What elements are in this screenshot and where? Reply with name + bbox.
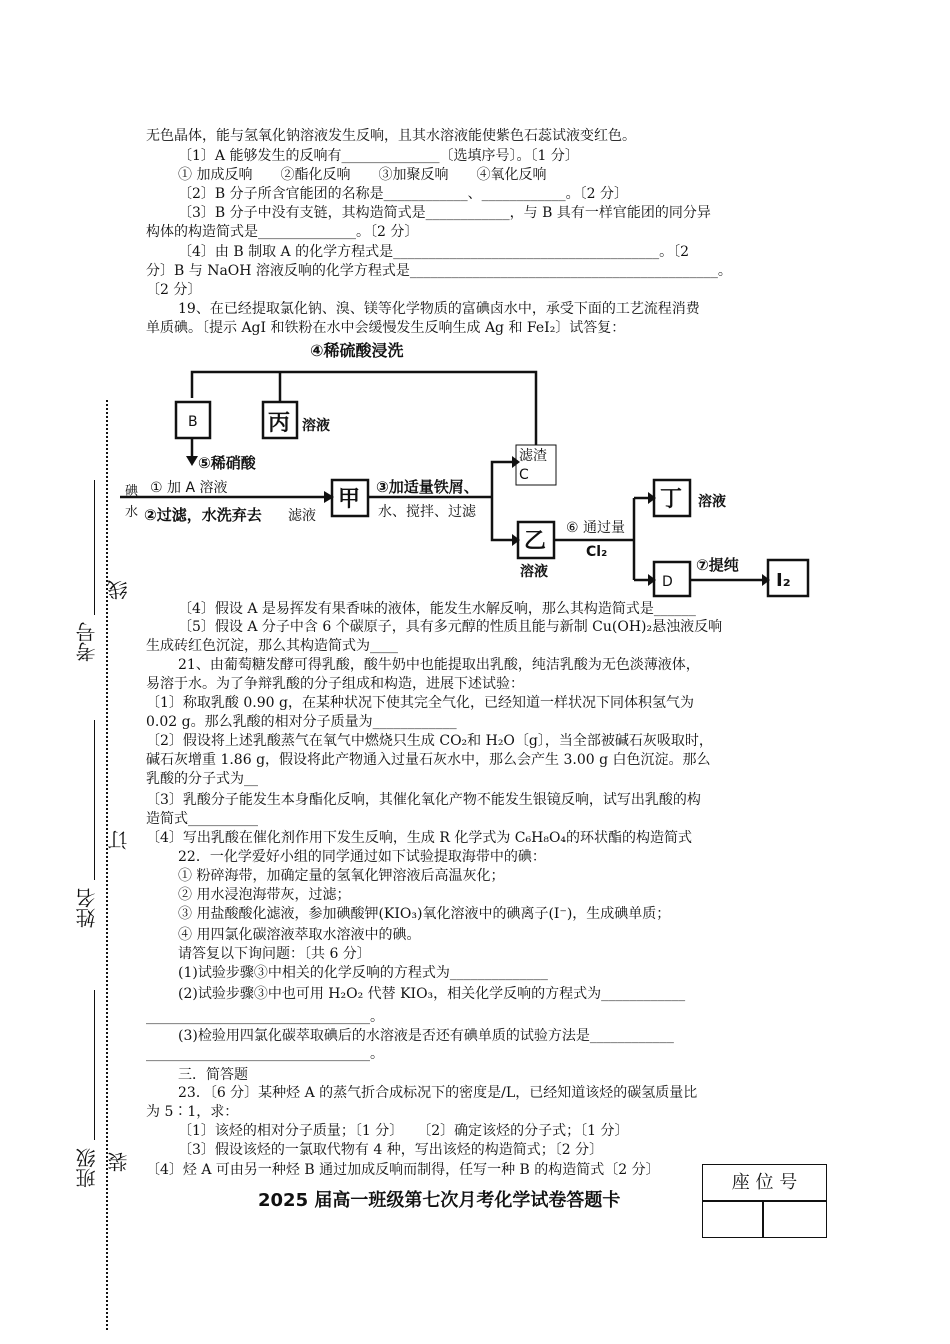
text-line: 请答复以下询问题：〔共 6 分〕 [178, 946, 371, 962]
label-residue: 滤渣 [519, 448, 547, 464]
label-step2: ②过滤，水洗弃去 [144, 506, 262, 524]
text-line: ② 用水浸泡海带灰，过滤； [178, 887, 351, 903]
label-step3a: ③加适量铁屑、 [376, 478, 479, 496]
label-step6: ⑥ 通过量 [566, 520, 626, 536]
text-line: ① 粉碎海带，加确定量的氢氧化钾溶液后高温灰化； [178, 868, 505, 884]
seat-box-left[interactable] [702, 1200, 764, 1238]
xingming-blank [94, 720, 95, 880]
label-step3b: 水、搅拌、过滤 [378, 504, 476, 520]
label-zhuang: 装 [107, 1152, 131, 1172]
text-line: 〔3〕B 分子中没有支链，其构造简式是____________，与 B 具有一样官能团的同分异 [178, 205, 711, 221]
label-filtrate: 滤液 [288, 508, 316, 524]
banji-blank [94, 990, 95, 1140]
label-step7: ⑦提纯 [696, 556, 739, 574]
text-line: 〔1〕A 能够发生的反响有______________〔选填序号〕。〔1 分〕 [178, 148, 579, 164]
text-line: 〔1〕该烃的相对分子质量；〔1 分〕 〔2〕确定该烃的分子式；〔1 分〕 [178, 1123, 629, 1139]
label-cl2: Cl₂ [586, 544, 608, 560]
text-line: (3)检验用四氯化碳萃取碘后的水溶液是否还有碘单质的试验方法是____________ [178, 1028, 674, 1044]
label-ding-sol: 溶液 [698, 494, 726, 510]
text-line: 生成砖红色沉淀，那么其构造简式为____ [146, 638, 398, 654]
seat-number-label: 座 位 号 [702, 1164, 827, 1202]
label-ding-side: 订 [107, 830, 131, 850]
text-line: 0.02 g。那么乳酸的相对分子质量为____________ [146, 714, 457, 730]
text-line: (1)试验步骤③中相关的化学反响的方程式为______________ [178, 965, 548, 981]
text-line: 〔2〕假设将上述乳酸蒸气在氧气中燃烧只生成 CO₂和 H₂O〔g〕，当全部被碱石灰吸取时， [146, 733, 713, 749]
label-bing: 丙 [268, 411, 291, 436]
text-line: 碱石灰增重 1.86 g，假设将此产物通入过量石灰水中，那么会产生 3.00 g 白色沉淀。那么 [146, 752, 711, 768]
label-jia: 甲 [338, 487, 361, 512]
text-line: 为 5∶1，求： [146, 1104, 239, 1120]
label-B: B [188, 414, 198, 430]
text-line: ________________________________。 [146, 1009, 384, 1025]
seat-box-right[interactable] [762, 1200, 827, 1238]
text-line: 23．〔6 分〕某种烃 A 的蒸气折合成标况下的密度是/L，已经知道该烃的碳氢质量比 [178, 1085, 698, 1101]
text-line: 22．一化学爱好小组的同学通过如下试验提取海带中的碘： [178, 849, 546, 865]
label-I2: I₂ [776, 570, 791, 591]
label-step4: ④稀硫酸浸洗 [310, 341, 404, 360]
text-line: 〔4〕由 B 制取 A 的化学方程式是______________________________________。〔2 [178, 244, 690, 260]
label-D: D [662, 574, 673, 590]
label-bing-sol: 溶液 [302, 418, 330, 434]
arrow-to-residue [492, 462, 514, 497]
arrowhead-b [186, 456, 198, 466]
text-line: 〔4〕写出乳酸在催化剂作用下发生反响，生成 R 化学式为 C₆H₈O₄的环状酯的构造简式 [146, 830, 693, 846]
text-line: 三．简答题 [178, 1067, 248, 1083]
text-line: ③ 用盐酸酸化滤液，参加碘酸钾(KIO₃)氧化溶液中的碘离子(I⁻)，生成碘单质； [178, 906, 671, 922]
text-line: 〔3〕乳酸分子能发生本身酯化反响，其催化氧化产物不能发生银镜反响，试写出乳酸的构 [146, 792, 701, 808]
text-line: 〔4〕假设 A 是易挥发有果香味的液体，能发生水解反响，那么其构造简式是______ [178, 601, 696, 617]
text-line: 造简式__________ [146, 811, 258, 827]
label-banji: 班级 [75, 1148, 99, 1188]
label-xian: 线 [107, 580, 131, 600]
text-line: 无色晶体，能与氢氧化钠溶液发生反响，且其水溶液能使紫色石蕊试液变红色。 [146, 128, 636, 144]
text-line: (2)试验步骤③中也可用 H₂O₂ 代替 KIO₃，相关化学反响的方程式为____________ [178, 986, 686, 1002]
text-line: 分〕B 与 NaOH 溶液反响的化学方程式是____________________________________________。 [146, 263, 732, 279]
label-iodine-water-1: 碘 [125, 484, 139, 499]
text-line: ________________________________。 [146, 1046, 384, 1062]
label-ding: 丁 [660, 487, 683, 512]
text-line: 易溶于水。为了争辩乳酸的分子组成和构造，进展下述试验： [146, 676, 524, 692]
wash-loop-line [192, 372, 536, 445]
text-line: 〔5〕假设 A 分子中含 6 个碳原子，具有多元醇的性质且能与新制 Cu(OH)₂悬浊液反响 [178, 619, 723, 635]
text-line: 〔2〕B 分子所含官能团的名称是____________、____________。〔2 分〕 [178, 186, 629, 202]
label-xingming: 姓名 [75, 888, 99, 928]
text-line: 19、在已经提取氯化钠、溴、镁等化学物质的富碘卤水中，承受下面的工艺流程消费 [178, 301, 700, 317]
text-line: 构体的构造简式是______________。〔2 分〕 [146, 224, 419, 240]
text-line: 〔1〕称取乳酸 0.90 g，在某种状况下使其完全气化，已经知道一样状况下同体积氢气为 [146, 695, 694, 711]
label-step5: ⑤稀硝酸 [198, 454, 256, 472]
label-yi-sol: 溶液 [520, 564, 548, 580]
text-line: ④ 用四氯化碳溶液萃取水溶液中的碘。 [178, 927, 421, 943]
binding-dotted-line [106, 400, 108, 1330]
label-yi: 乙 [524, 529, 547, 554]
arrow-to-yi [492, 497, 514, 540]
text-line: 21、由葡萄糖发酵可得乳酸，酸牛奶中也能提取出乳酸，纯洁乳酸为无色淡薄液体， [178, 657, 700, 673]
label-C: C [519, 467, 529, 483]
kaohao-blank [94, 480, 95, 615]
text-line: 〔4〕烃 A 可由另一种烃 B 通过加成反响而制得，任写一种 B 的构造简式〔2 分〕 [146, 1162, 660, 1178]
text-line: 单质碘。〔提示 AgI 和铁粉在水中会缓慢发生反响生成 Ag 和 FeI₂〕试答复： [146, 320, 626, 336]
text-line: ① 加成反响 ②酯化反响 ③加聚反响 ④氧化反响 [178, 167, 547, 183]
label-step1: ① 加 A 溶液 [150, 480, 228, 496]
text-line: 〔3〕假设该烃的一氯取代物有 4 种，写出该烃的构造简式；〔2 分〕 [178, 1142, 604, 1158]
text-line: 乳酸的分子式为__ [146, 771, 258, 787]
text-line: 〔2 分〕 [146, 282, 202, 298]
answer-card-title: 2025 届高一班级第七次月考化学试卷答题卡 [258, 1190, 621, 1211]
label-iodine-water-2: 水 [125, 505, 139, 520]
iodine-extraction-flow-diagram [120, 340, 820, 600]
label-kaohao: 考号 [75, 622, 99, 662]
